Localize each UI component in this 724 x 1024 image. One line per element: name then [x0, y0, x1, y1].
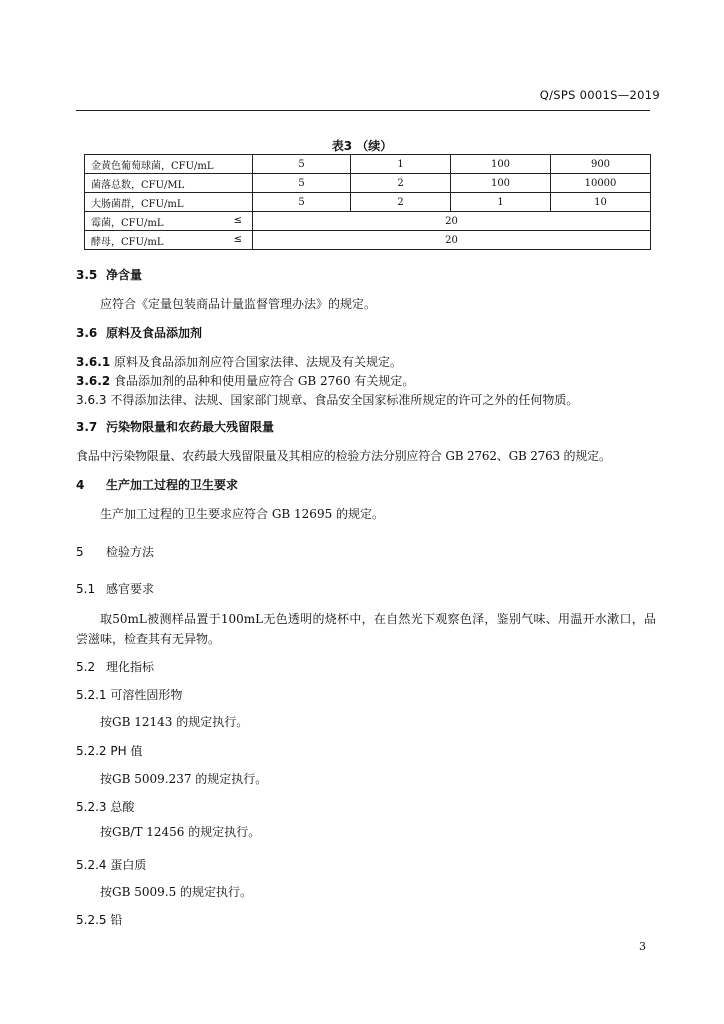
paragraph: 按GB/T 12456 的规定执行。 [100, 825, 261, 839]
row-name: 金黄色葡萄球菌，CFU/mL [85, 155, 253, 174]
clause [76, 372, 414, 389]
clause-number: 3.6.2 [76, 374, 111, 388]
section-title: 原料及食品添加剂 [106, 326, 203, 340]
le-symbol: ≤ [233, 234, 242, 245]
section-number: 5.2 [76, 660, 96, 674]
clause [76, 391, 578, 408]
paragraph: 生产加工过程的卫生要求应符合 GB 12695 的规定。 [100, 507, 385, 521]
clause [76, 353, 402, 370]
le-symbol: ≤ [233, 215, 242, 226]
section-title: 可溶性固形物 [110, 688, 183, 702]
subsection-heading [76, 742, 142, 759]
row-name [85, 212, 253, 231]
subsection-heading [76, 856, 146, 873]
row-label: 酵母，CFU/mL [91, 236, 164, 248]
table-row [85, 193, 651, 212]
section-heading [76, 476, 238, 493]
section-heading [76, 266, 142, 283]
section-number: 5.2.4 [76, 858, 107, 872]
cell-n: 5 [253, 155, 351, 174]
document-code: Q/SPS 0001S—2019 [539, 88, 660, 102]
cell-m: 1 [451, 193, 551, 212]
cell-M: 10 [551, 193, 651, 212]
section-title: 检验方法 [106, 545, 155, 559]
section-title: 铅 [110, 913, 123, 927]
microbe-limits-table [84, 154, 651, 250]
cell-m: 100 [451, 155, 551, 174]
section-title: 理化指标 [106, 660, 155, 674]
merged-value: 20 [253, 212, 651, 231]
section-number: 3.7 [76, 420, 98, 434]
section-number: 5.2.3 [76, 800, 107, 814]
paragraph: 取50mL被测样品置于100mL无色透明的烧杯中，在自然光下观察色泽，鉴别气味、用温开水漱口，品尝滋味，检查其有无异物。 [76, 612, 656, 646]
section-heading [76, 418, 274, 435]
subsection-heading [76, 686, 182, 703]
section-title: 生产加工过程的卫生要求 [106, 478, 239, 492]
section-title: 蛋白质 [110, 858, 147, 872]
clause-text: 不得添加法律、法规、国家部门规章、食品安全国家标准所规定的许可之外的任何物质。 [110, 393, 579, 407]
cell-m: 100 [451, 174, 551, 193]
section-heading [76, 324, 202, 341]
clause-number: 3.6.3 [76, 393, 107, 407]
cell-M: 10000 [551, 174, 651, 193]
section-number: 5.1 [76, 582, 96, 596]
cell-c: 1 [351, 155, 451, 174]
section-title: 总酸 [110, 800, 135, 814]
cell-n: 5 [253, 193, 351, 212]
clause-text: 食品添加剂的品种和使用量应符合 GB 2760 有关规定。 [114, 374, 415, 388]
paragraph: 按GB 5009.5 的规定执行。 [100, 885, 253, 899]
paragraph: 应符合《定量包装商品计量监督管理办法》的规定。 [100, 297, 377, 311]
table-caption: 表3 （续） [331, 139, 393, 153]
clause-number: 3.6.1 [76, 355, 111, 369]
section-number: 3.6 [76, 326, 98, 340]
paragraph: 按GB 12143 的规定执行。 [100, 715, 249, 729]
section-title: 污染物限量和农药最大残留限量 [106, 420, 275, 434]
section-number: 5.2.1 [76, 688, 107, 702]
paragraph: 食品中污染物限量、农药最大残留限量及其相应的检验方法分别应符合 GB 2762、GB 2763 的规定。 [76, 449, 611, 463]
clause-text: 原料及食品添加剂应符合国家法律、法规及有关规定。 [114, 355, 403, 369]
cell-M: 900 [551, 155, 651, 174]
table-row [85, 174, 651, 193]
merged-value: 20 [253, 231, 651, 250]
cell-n: 5 [253, 174, 351, 193]
header-rule [76, 110, 650, 111]
row-name [85, 231, 253, 250]
row-name: 菌落总数，CFU/ML [85, 174, 253, 193]
section-number: 5.2.5 [76, 913, 107, 927]
table-row [85, 231, 651, 250]
section-title: 净含量 [106, 268, 143, 282]
paragraph: 按GB 5009.237 的规定执行。 [100, 772, 268, 786]
subsection-heading [76, 798, 134, 815]
section-heading [76, 580, 154, 597]
row-name: 大肠菌群，CFU/mL [85, 193, 253, 212]
cell-c: 2 [351, 193, 451, 212]
row-label: 霉菌，CFU/mL [91, 217, 164, 229]
subsection-heading [76, 911, 122, 928]
section-heading [76, 543, 154, 560]
section-title: PH 值 [110, 744, 143, 758]
section-number: 4 [76, 478, 85, 492]
section-number: 3.5 [76, 268, 98, 282]
table-row [85, 155, 651, 174]
section-number: 5.2.2 [76, 744, 107, 758]
section-heading [76, 658, 154, 675]
section-title: 感官要求 [106, 582, 155, 596]
cell-c: 2 [351, 174, 451, 193]
section-number: 5 [76, 545, 84, 559]
page-number: 3 [639, 940, 646, 953]
table-row [85, 212, 651, 231]
